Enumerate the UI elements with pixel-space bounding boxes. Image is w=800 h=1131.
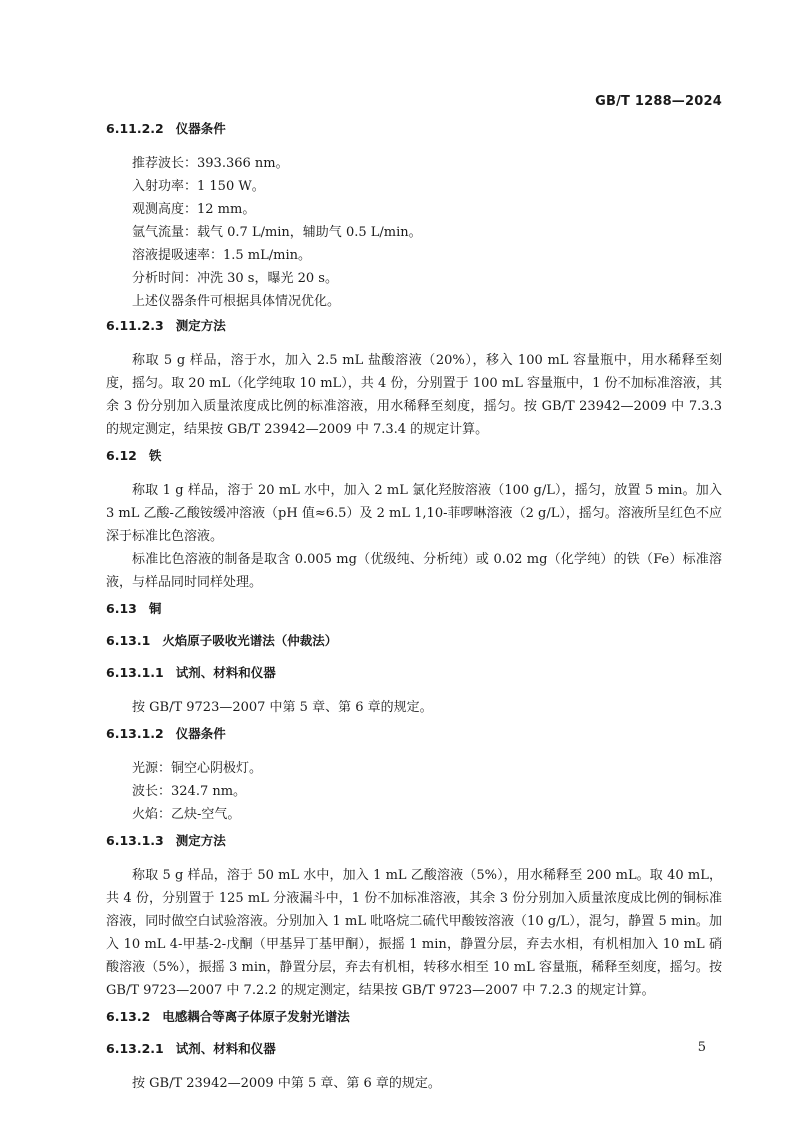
section-title: 测定方法 <box>175 833 226 848</box>
copper-conditions-list <box>106 757 722 826</box>
copper-method-paragraph: 称取 5 g 样品，溶于 50 mL 水中，加入 1 mL 乙酸溶液（5%），用水稀释至 200 mL。取 40 mL，共 4 份，分别置于 125 mL 分液漏斗中，1 份不加标准溶液，其余 3 份分别加入质量浓度成比例的铜标准溶液，同时做空白试验溶液。分别加入 1 mL 吡咯烷二硫代甲酸铵溶液（10 g/L），混匀，静置 5 min。加入 10 mL 4-甲基-2-戊酮（甲基异丁基甲酮），振摇 1 min，静置分层，弃去水相，有机相加入 10 mL 硝酸溶液（5%），振摇 3 min，静置分层，弃去有机相，转移水相至 10 mL 容量瓶，稀释至刻度，摇匀。按 GB/T 9723—2007 中 7.2.2 的规定测定，结果按 GB/T 9723—2007 中 7.2.3 的规定计算。 <box>106 868 722 998</box>
page-number: 5 <box>697 1040 706 1055</box>
section-title: 试剂、材料和仪器 <box>175 665 276 680</box>
section-heading-6-13-1-1 <box>106 664 722 682</box>
section-title: 仪器条件 <box>175 121 226 136</box>
section-number: 6.12 <box>106 448 137 463</box>
section-heading-6-11-2-2 <box>106 120 722 138</box>
section-title: 试剂、材料和仪器 <box>175 1041 276 1056</box>
condition-line: 火焰：乙炔-空气。 <box>132 807 241 822</box>
section-number: 6.13.2 <box>106 1009 151 1024</box>
section-heading-6-13-2-1 <box>106 1040 722 1058</box>
icp-reagents-block <box>106 1072 722 1095</box>
condition-line: 入射功率：1 150 W。 <box>132 179 265 194</box>
section-heading-6-13-2 <box>106 1008 722 1026</box>
condition-line: 观测高度：12 mm。 <box>132 202 256 217</box>
section-number: 6.13.2.1 <box>106 1041 164 1056</box>
section-title: 电感耦合等离子体原子发射光谱法 <box>162 1009 350 1024</box>
condition-line: 上述仪器条件可根据具体情况优化。 <box>132 294 341 309</box>
condition-line: 推荐波长：393.366 nm。 <box>132 156 289 171</box>
section-heading-6-13-1-2 <box>106 725 722 743</box>
condition-line: 分析时间：冲洗 30 s，曝光 20 s。 <box>132 271 338 286</box>
section-heading-6-13-1-3 <box>106 832 722 850</box>
section-heading-6-11-2-3 <box>106 317 722 335</box>
icp-reagents-paragraph: 按 GB/T 23942—2009 中第 5 章、第 6 章的规定。 <box>132 1076 441 1091</box>
section-number: 6.13.1.2 <box>106 726 164 741</box>
instrument-conditions-list <box>106 152 722 313</box>
section-title: 测定方法 <box>175 318 226 333</box>
condition-line: 光源：铜空心阴极灯。 <box>132 761 263 776</box>
section-number: 6.13 <box>106 601 137 616</box>
section-title: 铁 <box>148 448 162 463</box>
reagents-block <box>106 696 722 719</box>
section-number: 6.13.1.3 <box>106 833 164 848</box>
iron-standard-paragraph: 标准比色溶液的制备是取含 0.005 mg（优级纯、分析纯）或 0.02 mg（化学纯）的铁（Fe）标准溶液，与样品同时同样处理。 <box>106 552 722 590</box>
section-title: 铜 <box>148 601 162 616</box>
reagents-paragraph: 按 GB/T 9723—2007 中第 5 章、第 6 章的规定。 <box>132 700 433 715</box>
section-title: 仪器条件 <box>175 726 226 741</box>
document-body <box>106 120 722 1101</box>
section-heading-6-12 <box>106 447 722 465</box>
condition-line: 波长：324.7 nm。 <box>132 784 247 799</box>
iron-paragraph: 称取 1 g 样品，溶于 20 mL 水中，加入 2 mL 氯化羟胺溶液（100 g/L），摇匀，放置 5 min。加入 3 mL 乙酸-乙酸铵缓冲溶液（pH 值≈6.5）及 2 mL 1,10-菲啰啉溶液（2 g/L），摇匀。溶液所呈红色不应深于标准比色溶液。 <box>106 483 722 544</box>
section-heading-6-13-1 <box>106 632 722 650</box>
iron-block <box>106 479 722 594</box>
condition-line: 氩气流量：载气 0.7 L/min，辅助气 0.5 L/min。 <box>132 225 422 240</box>
section-number: 6.13.1 <box>106 633 151 648</box>
method-paragraph: 称取 5 g 样品，溶于水，加入 2.5 mL 盐酸溶液（20%），移入 100 mL 容量瓶中，用水稀释至刻度，摇匀。取 20 mL（化学纯取 10 mL），共 4 份，分别置于 100 mL 容量瓶中，1 份不加标准溶液，其余 3 份分别加入质量浓度成比例的标准溶液，用水稀释至刻度，摇匀。按 GB/T 23942—2009 中 7.3.3 的规定测定，结果按 GB/T 23942—2009 中 7.3.4 的规定计算。 <box>106 353 722 437</box>
section-heading-6-13 <box>106 600 722 618</box>
section-number: 6.11.2.2 <box>106 121 164 136</box>
page-header: GB/T 1288—2024 <box>595 94 722 109</box>
copper-method-block <box>106 864 722 1002</box>
section-number: 6.13.1.1 <box>106 665 164 680</box>
section-title: 火焰原子吸收光谱法（仲裁法） <box>162 633 338 648</box>
condition-line: 溶液提吸速率：1.5 mL/min。 <box>132 248 312 263</box>
method-block <box>106 349 722 441</box>
section-number: 6.11.2.3 <box>106 318 164 333</box>
